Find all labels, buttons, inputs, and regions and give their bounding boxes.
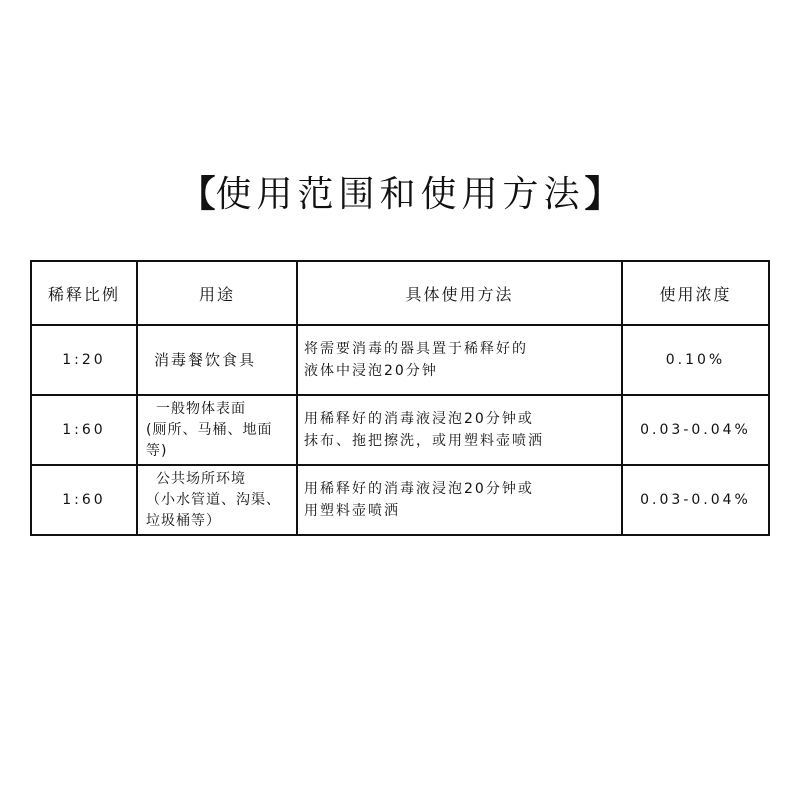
concentration-cell: 0.03-0.04% bbox=[622, 395, 769, 465]
table-row bbox=[31, 465, 769, 535]
title-close-bracket: 】 bbox=[584, 174, 621, 215]
purpose-line: 垃圾桶等） bbox=[146, 512, 221, 529]
ratio-cell: 1:20 bbox=[31, 325, 137, 395]
method-line: 将需要消毒的器具置于稀释好的 bbox=[304, 341, 528, 357]
page-title bbox=[0, 170, 800, 220]
usage-table bbox=[30, 260, 770, 536]
concentration-cell: 0.10% bbox=[622, 325, 769, 395]
method-line: 用塑料壶喷洒 bbox=[304, 503, 400, 519]
header-dilution-ratio: 稀释比例 bbox=[31, 261, 137, 325]
table-header-row bbox=[31, 261, 769, 325]
purpose-cell bbox=[137, 465, 297, 535]
purpose-line: 公共场所环境 bbox=[156, 470, 246, 487]
header-purpose: 用途 bbox=[137, 261, 297, 325]
table-row bbox=[31, 325, 769, 395]
method-cell bbox=[297, 465, 622, 535]
method-cell bbox=[297, 325, 622, 395]
method-line: 液体中浸泡20分钟 bbox=[304, 363, 438, 379]
header-concentration: 使用浓度 bbox=[622, 261, 769, 325]
purpose-line: 消毒餐饮食具 bbox=[154, 350, 257, 369]
header-method: 具体使用方法 bbox=[297, 261, 622, 325]
method-cell bbox=[297, 395, 622, 465]
ratio-cell: 1:60 bbox=[31, 395, 137, 465]
ratio-cell: 1:60 bbox=[31, 465, 137, 535]
table-row bbox=[31, 395, 769, 465]
method-line: 抹布、拖把擦洗，或用塑料壶喷洒 bbox=[304, 433, 544, 449]
purpose-line: (厕所、马桶、地面等) bbox=[146, 421, 273, 459]
title-text: 使用范围和使用方法 bbox=[215, 174, 585, 215]
method-line: 用稀释好的消毒液浸泡20分钟或 bbox=[304, 411, 534, 427]
purpose-line: 一般物体表面 bbox=[156, 400, 246, 417]
concentration-cell: 0.03-0.04% bbox=[622, 465, 769, 535]
method-line: 用稀释好的消毒液浸泡20分钟或 bbox=[304, 481, 534, 497]
purpose-line: （小水管道、沟渠、 bbox=[146, 491, 281, 508]
purpose-cell bbox=[137, 395, 297, 465]
purpose-cell bbox=[137, 325, 297, 395]
title-open-bracket: 【 bbox=[179, 174, 216, 215]
